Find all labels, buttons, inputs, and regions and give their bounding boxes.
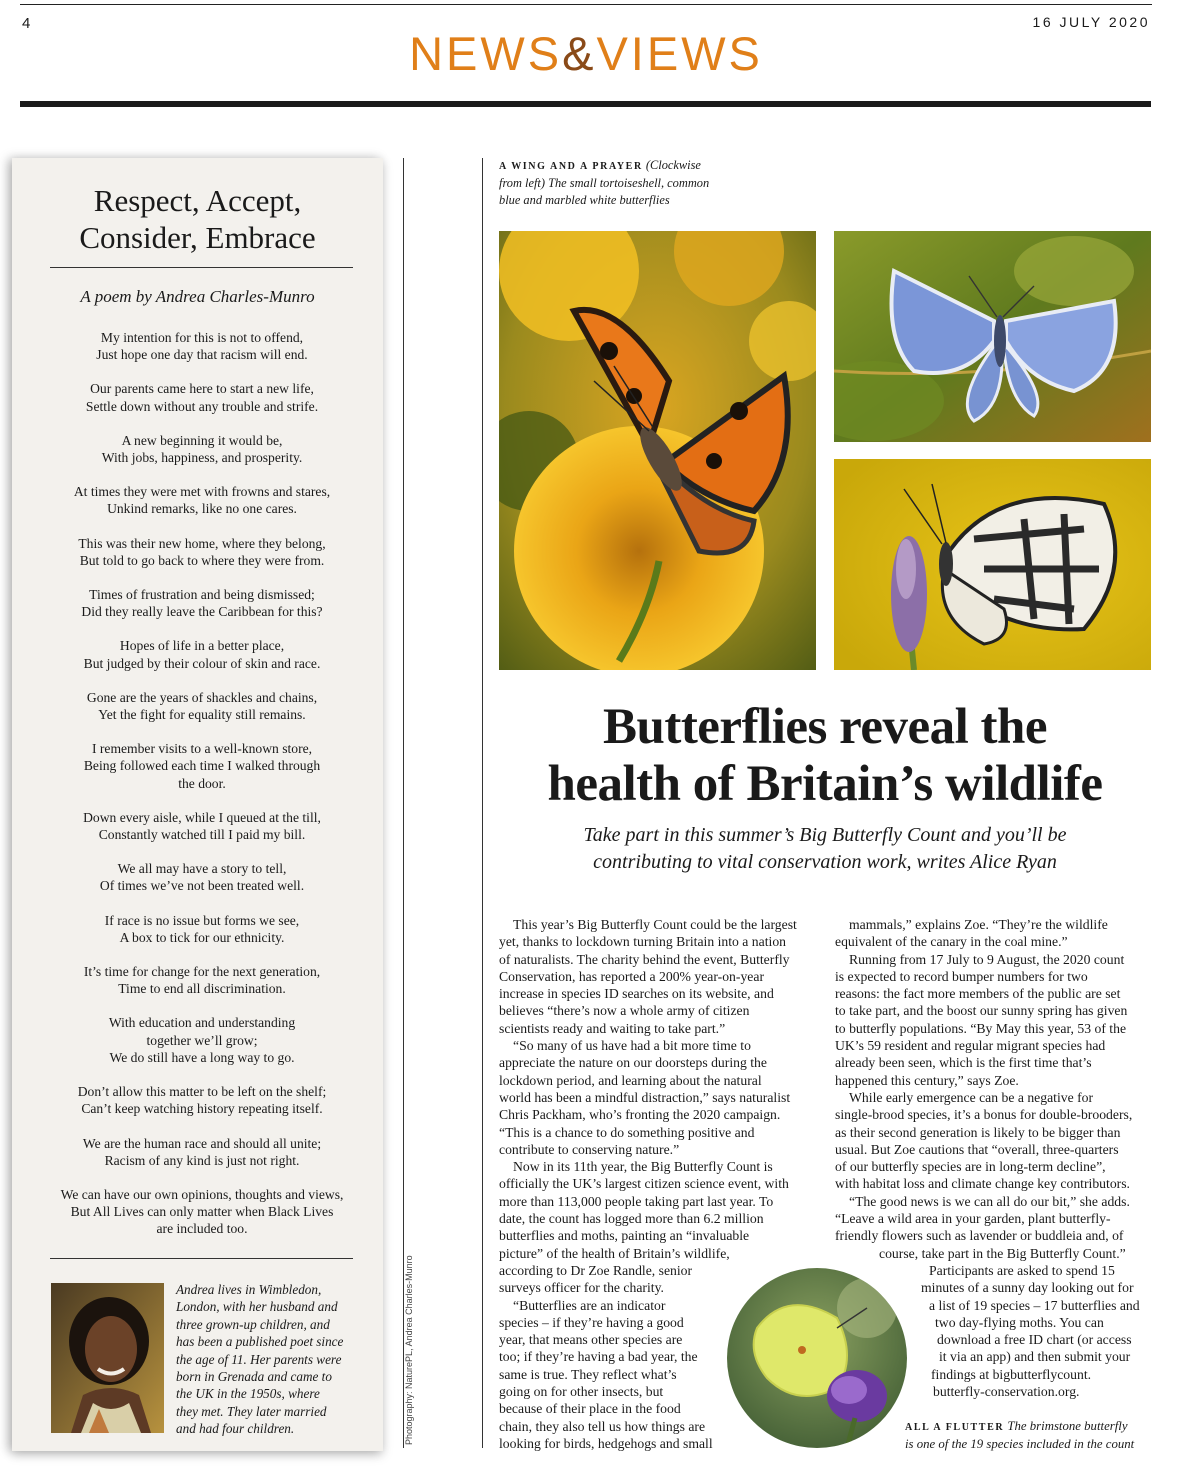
poem-line: Racism of any kind is just not right. [104, 1152, 300, 1168]
poem-stanza [42, 535, 362, 569]
poem-line: Our parents came here to start a new life, [90, 381, 314, 397]
article-line: two day-flying moths. You can [935, 1314, 1104, 1330]
article-paragraph [499, 1158, 815, 1296]
article-line: UK’s 59 resident and regular migrant species had [835, 1038, 1106, 1054]
poem-title [12, 182, 383, 256]
article-paragraph [835, 951, 1151, 1089]
bio-rule [50, 1258, 353, 1259]
article-line: reasons: the fact more members of the public are set [835, 986, 1121, 1002]
article-line: “Leave a wild area in your garden, plant butterfly- [835, 1211, 1111, 1227]
poem-line: Yet the fight for equality still remains. [98, 707, 306, 723]
bio-line: born in Grenada and came to [176, 1369, 332, 1385]
author-bio [176, 1281, 366, 1438]
article-line: too; if they’re having a bad year, the [499, 1349, 698, 1365]
poem-line: are included too. [156, 1221, 248, 1237]
photo-credit: Photography: NaturePL, Andrea Charles-Munro [404, 1255, 414, 1445]
poem-line: But All Lives can only matter when Black Lives [70, 1204, 334, 1220]
poem-line: Can’t keep watching history repeating itself. [81, 1101, 323, 1117]
article-line: “This is a chance to do something positive and [499, 1124, 755, 1140]
poem-stanza [42, 637, 362, 671]
poem-line: together we’ll grow; [146, 1032, 258, 1048]
article-paragraph [499, 1037, 815, 1158]
poem-line: Of times we’ve not been treated well. [99, 878, 305, 894]
issue-date: 16 JULY 2020 [1032, 14, 1150, 30]
article-line: officially the UK’s largest citizen science event, with [499, 1176, 789, 1192]
bio-line: the age of 11. Her parents were [176, 1351, 342, 1367]
article-line: appreciate the nature on our doorsteps during the [499, 1055, 767, 1071]
brimstone-photo [727, 1268, 907, 1448]
bio-line: Andrea lives in Wimbledon, [176, 1282, 322, 1297]
caption-text: from left) The small tortoiseshell, common [499, 176, 710, 190]
poem-line: the door. [178, 775, 226, 791]
page-number: 4 [22, 15, 31, 32]
article-line: Now in its 11th year, the Big Butterfly Count is [513, 1159, 773, 1175]
article-line: according to Dr Zoe Randle, senior [499, 1262, 693, 1278]
article-line: course, take part in the Big Butterfly Count.” [879, 1245, 1126, 1261]
article-line: Running from 17 July to 9 August, the 2020 count [849, 951, 1125, 967]
poem-title-line: Consider, Embrace [79, 220, 316, 255]
author-photo [51, 1283, 164, 1433]
article-paragraph [835, 1089, 1151, 1193]
bio-line: has been a published poet since [176, 1334, 344, 1350]
tortoiseshell-photo [499, 231, 816, 670]
article-line: of naturalists. The charity behind the event, Butterfly [499, 951, 790, 967]
article-line: because of their place in the food [499, 1401, 681, 1417]
caption-text: is one of the 19 species included in the count [905, 1437, 1135, 1451]
article-line: Conservation, has reported a 200% year-on-year [499, 968, 765, 984]
poem-line: Hopes of life in a better place, [119, 638, 285, 654]
poem-stanza [42, 809, 362, 843]
article-line: While early emergence can be a negative for [849, 1089, 1094, 1105]
poem-line: A box to tick for our ethnicity. [119, 929, 285, 945]
poem-line: We all may have a story to tell, [117, 861, 287, 877]
poem-body [42, 329, 362, 1255]
poem-title-rule [50, 267, 353, 268]
marbled-white-photo [834, 459, 1151, 670]
poem-line: I remember visits to a well-known store, [91, 741, 313, 757]
article-line: date, the count has logged more than 6.2 million [499, 1211, 764, 1227]
article-line: “So many of us have had a bit more time to [513, 1038, 751, 1054]
article-line: increase in species ID searches on its website, and [499, 986, 774, 1002]
poem-line: At times they were met with frowns and stares, [73, 484, 331, 500]
article-line: more than 113,000 people taking part last year. To [499, 1193, 774, 1209]
poem-line: Down every aisle, while I queued at the till, [83, 809, 321, 825]
article-line: looking for birds, hedgehogs and small [499, 1435, 713, 1451]
poem-line: But judged by their colour of skin and race. [83, 655, 321, 671]
poem-stanza [42, 329, 362, 363]
standfirst-line: contributing to vital conservation work, writes Alice Ryan [593, 851, 1057, 873]
article-line: single-brood species, it’s a bonus for double-brooders, [835, 1107, 1133, 1123]
article-line: contribute to conserving nature.” [499, 1141, 680, 1157]
article-line: usual. But Zoe cautions that “overall, three-quarters [835, 1141, 1119, 1157]
masthead-ampersand: & [562, 27, 597, 80]
article-paragraph [835, 1193, 1151, 1262]
masthead-views: VIEWS [596, 27, 763, 80]
caption-lead: ALL A FLUTTER [905, 1422, 1005, 1433]
poem-panel [12, 158, 383, 1451]
poem-line: My intention for this is not to offend, [100, 330, 304, 345]
poem-line: Did they really leave the Caribbean for this? [81, 604, 323, 620]
article-line: Participants are asked to spend 15 [929, 1262, 1115, 1278]
article-line: minutes of a sunny day looking out for [921, 1280, 1134, 1296]
poem-line: With jobs, happiness, and prosperity. [101, 450, 303, 466]
article-line: as their second generation is likely to be bigger than [835, 1124, 1121, 1140]
poem-stanza [42, 689, 362, 723]
article-line: it via an app) and then submit your [939, 1349, 1131, 1365]
poem-line: Being followed each time I walked through [83, 758, 321, 774]
article-line: chain, they also tell us how things are [499, 1418, 706, 1434]
poem-line: Settle down without any trouble and strife. [85, 398, 319, 414]
poem-line: Gone are the years of shackles and chains, [86, 689, 318, 705]
poem-stanza [42, 380, 362, 414]
article-line: happened this century,” says Zoe. [835, 1072, 1019, 1088]
caption-text: blue and marbled white butterflies [499, 193, 670, 207]
article-line: world has been a mindful distraction,” says naturalist [499, 1089, 791, 1105]
poem-stanza [42, 963, 362, 997]
poem-line: We do still have a long way to go. [109, 1049, 295, 1065]
poem-stanza [42, 860, 362, 894]
article-line: going on for other insects, but [499, 1384, 664, 1400]
article-line: This year’s Big Butterfly Count could be the largest [513, 917, 797, 932]
article-line: scientists ready and waiting to take part.” [499, 1020, 726, 1036]
bio-line: London, with her husband and [176, 1299, 338, 1315]
article-line: friendly flowers such as lavender or buddleia and, of [835, 1228, 1124, 1244]
article-line: equivalent of the canary in the coal mine.” [835, 934, 1068, 950]
article-line: believes “there’s now a whole army of citizen [499, 1003, 750, 1019]
article-line: surveys officer for the charity. [499, 1280, 664, 1296]
poem-stanza [42, 1014, 362, 1066]
poem-line: With education and understanding [108, 1015, 296, 1031]
article-line: species – if they’re having a good [499, 1314, 684, 1330]
article-line: picture” of the health of Britain’s wildlife, [499, 1245, 730, 1261]
poem-stanza [42, 483, 362, 517]
poem-stanza [42, 1083, 362, 1117]
poem-line: Constantly watched till I paid my bill. [98, 827, 306, 843]
poem-line: We can have our own opinions, thoughts and views, [60, 1186, 344, 1202]
article-line: Chris Packham, who’s fronting the 2020 campaign. [499, 1107, 781, 1123]
poem-byline: A poem by Andrea Charles-Munro [80, 287, 315, 306]
poem-line: It’s time for change for the next generation, [83, 964, 321, 980]
poem-line: This was their new home, where they belong, [78, 535, 326, 551]
poem-line: Don’t allow this matter to be left on the shelf; [77, 1084, 327, 1100]
article-line: a list of 19 species – 17 butterflies and [929, 1297, 1140, 1313]
poem-line: Just hope one day that racism will end. [96, 347, 308, 363]
poem-title-line: Respect, Accept, [93, 183, 302, 218]
article-line: year, that means other species are [499, 1332, 683, 1348]
poem-line: Times of frustration and being dismissed; [89, 587, 315, 603]
headline-line: health of Britain’s wildlife [547, 756, 1103, 812]
article-line: with habitat loss and climate change key contributors. [835, 1176, 1130, 1192]
brimstone-caption [905, 1418, 1151, 1453]
masthead [0, 26, 1172, 81]
poem-stanza [42, 1186, 362, 1238]
bio-line: three grown-up children, and [176, 1316, 330, 1332]
article-paragraph [499, 916, 815, 1037]
poem-stanza [42, 586, 362, 620]
poem-line: Unkind remarks, like no one cares. [107, 501, 297, 517]
article-line: same is true. They reflect what’s [499, 1366, 677, 1382]
article-paragraph [835, 916, 1151, 951]
article-line: of our butterfly species are in long-term decline”, [835, 1159, 1106, 1175]
poem-stanza [42, 1135, 362, 1169]
caption-text: (Clockwise [645, 158, 701, 172]
masthead-news: NEWS [409, 27, 563, 80]
caption-text: The brimstone butterfly [1007, 1419, 1128, 1433]
article-line: is expected to record bumper numbers for two [835, 968, 1088, 984]
poem-stanza [42, 432, 362, 466]
article-line: butterfly-conservation.org. [933, 1384, 1080, 1400]
article-line: “The good news is we can all do our bit,” she adds. [849, 1193, 1130, 1209]
article-line: to take part, and the boost our sunny spring has given [835, 1003, 1128, 1019]
top-rule [20, 4, 1152, 5]
caption-lead: A WING AND A PRAYER [499, 161, 643, 172]
photo-caption [499, 157, 759, 209]
header-rule [20, 101, 1151, 107]
article-line: yet, thanks to lockdown turning Britain into a nation [499, 934, 787, 950]
article-line: download a free ID chart (or access [937, 1332, 1132, 1348]
headline [499, 699, 1151, 813]
poem-stanza [42, 740, 362, 792]
article-line: lockdown period, and learning about the natural [499, 1072, 762, 1088]
bio-line: they met. They later married [176, 1403, 327, 1419]
common-blue-photo [834, 231, 1151, 442]
poem-line: A new beginning it would be, [121, 432, 283, 448]
poem-stanza [42, 912, 362, 946]
article-line: already been seen, which is the first time that’s [835, 1055, 1092, 1071]
headline-line: Butterflies reveal the [602, 699, 1048, 755]
column-rule-right [482, 158, 483, 1448]
article-line: to butterfly populations. “By May this year, 53 of the [835, 1020, 1127, 1036]
bio-line: and had four children. [176, 1421, 295, 1437]
poem-line: Time to end all discrimination. [118, 981, 286, 997]
bio-line: the UK in the 1950s, where [176, 1386, 320, 1402]
poem-line: We are the human race and should all unite; [82, 1135, 322, 1151]
poem-line: But told to go back to where they were from. [79, 552, 325, 568]
article-line: “Butterflies are an indicator [513, 1297, 666, 1313]
article-line: mammals,” explains Zoe. “They’re the wildlife [849, 917, 1108, 932]
article-line: findings at bigbutterflycount. [931, 1366, 1092, 1382]
article-line: butterflies and moths, painting an “invaluable [499, 1228, 750, 1244]
standfirst [499, 822, 1151, 876]
poem-line: If race is no issue but forms we see, [104, 912, 300, 928]
standfirst-line: Take part in this summer’s Big Butterfly Count and you’ll be [583, 824, 1067, 846]
